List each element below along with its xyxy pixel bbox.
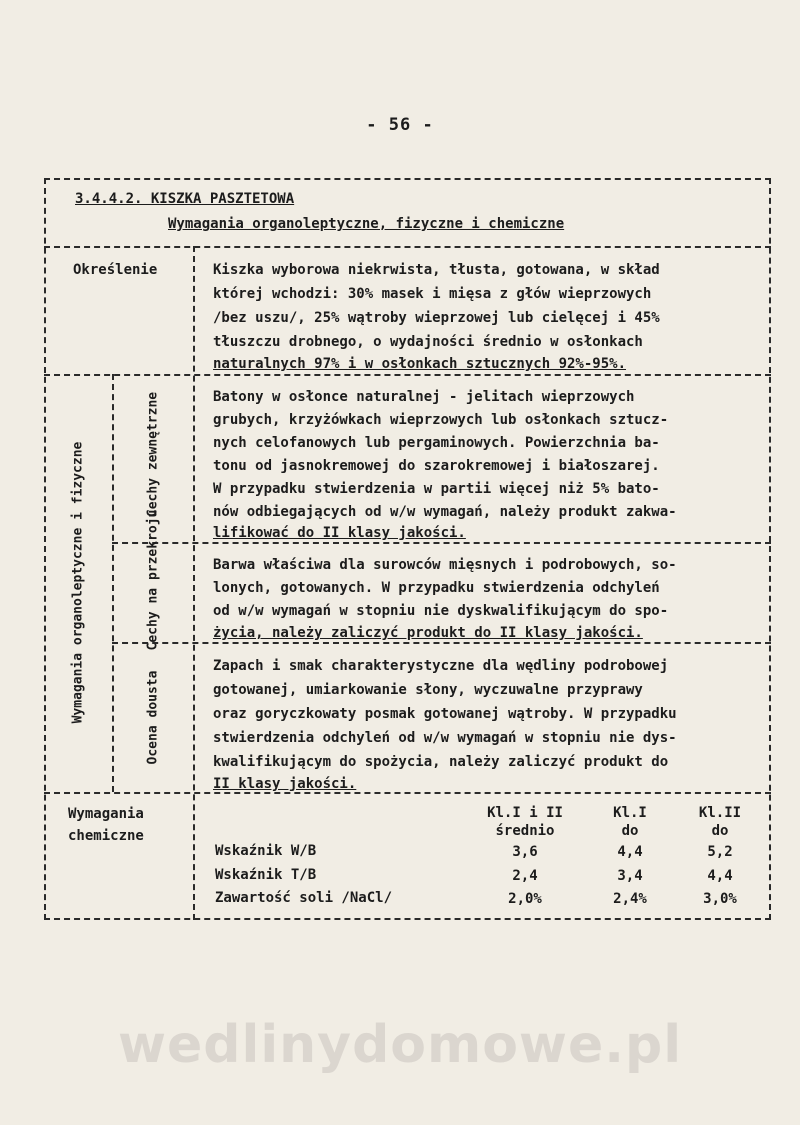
chemical-label-line: Wymagania (68, 806, 144, 822)
taste-line: gotowanej, umiarkowanie słony, wyczuwalne przyprawy (213, 682, 643, 698)
col-header-line: średnio (495, 823, 555, 839)
definition-line: /bez uszu/, 25% wątroby wieprzowej lub cielęcej i 45% (213, 310, 660, 326)
row-label-external-text: Cechy zewnętrzne (145, 391, 161, 518)
col-header-line: Kl.II (698, 805, 742, 821)
chemical-value: 4,4 (617, 844, 643, 860)
taste-line: oraz goryczkowaty posmak gotowanej wątroby. W przypadku (213, 706, 677, 722)
chemical-value: 4,4 (707, 868, 733, 884)
chemical-row-name: Zawartość soli /NaCl/ (215, 890, 393, 906)
external-line: lifikować do II klasy jakości. (213, 525, 466, 541)
external-line: nów odbiegających od w/w wymagań, należy produkt zakwa- (213, 504, 677, 520)
external-line: grubych, krzyżówkach wieprzowych lub osłonkach sztucz- (213, 412, 669, 428)
table-divider (112, 374, 114, 792)
chemical-row-name: Wskaźnik T/B (215, 867, 317, 883)
table-divider (44, 792, 771, 794)
chemical-value: 2,0% (508, 891, 542, 907)
chemical-value: 5,2 (707, 844, 733, 860)
taste-line: stwierdzenia odchyleń od w/w wymagań w stopniu nie dys- (213, 730, 677, 746)
definition-line: Kiszka wyborowa niekrwista, tłusta, gotowana, w skład (213, 262, 660, 278)
chemical-value: 3,0% (703, 891, 737, 907)
col-header-line: do (711, 823, 729, 839)
chemical-label-line: chemiczne (68, 828, 144, 844)
cross-section-line: Barwa właściwa dla surowców mięsnych i podrobowych, so- (213, 557, 677, 573)
col-header-line: Kl.I (613, 805, 647, 821)
row-label-external (145, 390, 162, 520)
external-line: tonu od jasnokremowej do szarokremowej i białoszarej. (213, 458, 660, 474)
external-line: nych celofanowych lub pergaminowych. Powierzchnia ba- (213, 435, 660, 451)
external-line: W przypadku stwierdzenia w partii więcej niż 5% bato- (213, 481, 660, 497)
col-header (680, 804, 760, 840)
chemical-row-name: Wskaźnik W/B (215, 843, 317, 859)
page-number: - 56 - (366, 115, 434, 135)
table-divider (44, 246, 771, 248)
chemical-label (68, 803, 144, 847)
row-label-taste-text: Ocena dousta (145, 670, 161, 765)
row-label-cross-section-text: Cechy na przekroju (145, 509, 161, 651)
section-subheading: Wymagania organoleptyczne, fizyczne i chemiczne (168, 216, 565, 232)
chemical-value: 2,4% (613, 891, 647, 907)
definition-line: naturalnych 97% i w osłonkach sztucznych 92%-95%. (213, 356, 627, 372)
section-heading: 3.4.4.2. KISZKA PASZTETOWA (75, 191, 295, 207)
col-header (460, 804, 590, 840)
watermark: wedlinydomowe.pl (117, 1015, 683, 1075)
table-divider (193, 246, 195, 920)
col-header (590, 804, 670, 840)
organoleptic-group-label: Wymagania organoleptyczne i fizyczne (70, 441, 86, 724)
chemical-value: 3,6 (512, 844, 538, 860)
cross-section-line: życia, należy zaliczyć produkt do II klasy jakości. (213, 625, 643, 641)
external-line: Batony w osłonce naturalnej - jelitach wieprzowych (213, 389, 635, 405)
cross-section-line: lonych, gotowanych. W przypadku stwierdzenia odchyleń (213, 580, 660, 596)
taste-line: Zapach i smak charakterystyczne dla wędliny podrobowej (213, 658, 669, 674)
chemical-value: 3,4 (617, 868, 643, 884)
definition-line: tłuszczu drobnego, o wydajności średnio w osłonkach (213, 334, 643, 350)
chemical-value: 2,4 (512, 868, 538, 884)
definition-line: której wchodzi: 30% masek i mięsa z głów wieprzowych (213, 286, 652, 302)
row-label-taste (145, 653, 162, 783)
row-label-cross-section (145, 509, 162, 651)
taste-line: II klasy jakości. (213, 776, 357, 792)
definition-label: Określenie (73, 262, 158, 278)
cross-section-line: od w/w wymagań w stopniu nie dyskwalifikującym do spo- (213, 603, 669, 619)
col-header-line: Kl.I i II (487, 805, 563, 821)
taste-line: kwalifikującym do spożycia, należy zaliczyć produkt do (213, 754, 669, 770)
col-header-line: do (621, 823, 639, 839)
